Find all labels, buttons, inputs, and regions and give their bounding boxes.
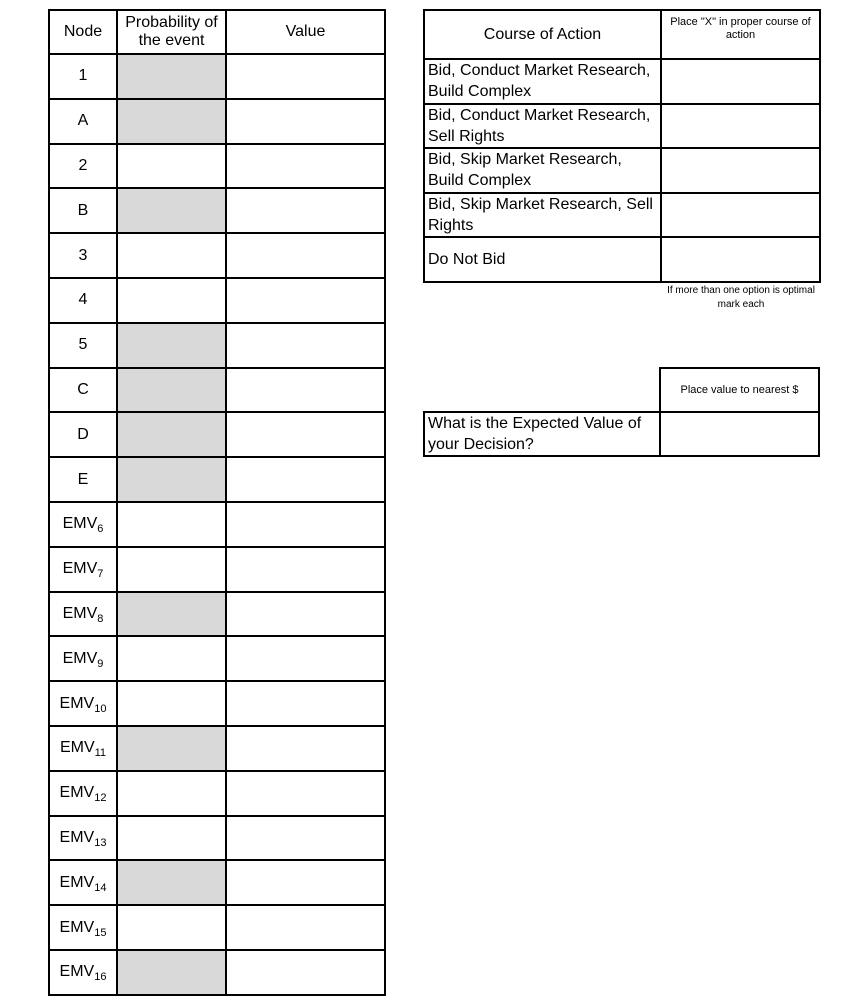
probability-cell-shaded [117, 412, 226, 457]
node-row [49, 950, 385, 995]
node-row [49, 54, 385, 99]
node-label-text: 2 [78, 156, 88, 174]
spacer-cell [424, 368, 660, 412]
value-cell[interactable] [226, 502, 385, 547]
probability-cell-shaded [117, 457, 226, 502]
node-row [49, 99, 385, 144]
node-label [49, 592, 117, 637]
course-option-label: Bid, Conduct Market Research, Sell Rights [424, 104, 661, 149]
probability-cell-shaded [117, 860, 226, 905]
node-label-subscript: 8 [97, 612, 104, 625]
node-label-subscript: 13 [94, 836, 107, 849]
node-label-text: EMV [59, 694, 95, 712]
probability-cell[interactable] [117, 905, 226, 950]
node-label-subscript: 15 [94, 926, 107, 939]
nearest-dollar-note: Place value to nearest $ [660, 368, 819, 412]
probability-cell-shaded [117, 54, 226, 99]
node-label [49, 144, 117, 189]
node-label [49, 726, 117, 771]
node-label-subscript: 9 [97, 657, 104, 670]
node-label-text: E [77, 470, 89, 488]
value-cell[interactable] [226, 323, 385, 368]
node-label-text: B [77, 201, 89, 219]
probability-cell[interactable] [117, 233, 226, 278]
value-cell[interactable] [226, 726, 385, 771]
node-label-subscript: 6 [97, 523, 104, 536]
course-option-label: Bid, Conduct Market Research, Build Complex [424, 59, 661, 104]
value-cell[interactable] [226, 547, 385, 592]
value-cell[interactable] [226, 905, 385, 950]
node-label [49, 323, 117, 368]
course-mark-cell[interactable] [661, 59, 820, 104]
node-label-text: 3 [78, 246, 88, 264]
course-mark-cell[interactable] [661, 193, 820, 238]
node-label [49, 457, 117, 502]
value-cell[interactable] [226, 860, 385, 905]
value-cell[interactable] [226, 771, 385, 816]
node-label [49, 368, 117, 413]
node-row [49, 771, 385, 816]
node-row [49, 636, 385, 681]
value-cell[interactable] [226, 54, 385, 99]
node-row [49, 681, 385, 726]
probability-cell-shaded [117, 368, 226, 413]
node-table [48, 9, 386, 996]
action-row [424, 193, 820, 238]
probability-cell[interactable] [117, 502, 226, 547]
course-option-label: Do Not Bid [424, 237, 661, 282]
value-cell[interactable] [226, 457, 385, 502]
node-row [49, 592, 385, 637]
node-label [49, 905, 117, 950]
action-row [424, 237, 820, 282]
node-label [49, 860, 117, 905]
node-label-text: EMV [62, 560, 98, 578]
node-label-text: EMV [59, 739, 95, 757]
node-label-text: EMV [62, 515, 98, 533]
node-label [49, 278, 117, 323]
node-row [49, 278, 385, 323]
node-label-text: 4 [78, 291, 88, 309]
node-label [49, 950, 117, 995]
node-label [49, 412, 117, 457]
probability-cell[interactable] [117, 771, 226, 816]
probability-cell-shaded [117, 323, 226, 368]
action-row [424, 148, 820, 193]
course-option-label: Bid, Skip Market Research, Build Complex [424, 148, 661, 193]
node-label-subscript: 7 [97, 568, 104, 581]
node-label-text: C [77, 380, 89, 398]
course-of-action-table [423, 9, 821, 283]
node-label-text: EMV [62, 649, 98, 667]
course-of-action-header: Course of Action [424, 10, 661, 59]
value-cell[interactable] [226, 592, 385, 637]
node-label-subscript: 16 [94, 971, 107, 984]
action-row [424, 104, 820, 149]
probability-cell-shaded [117, 99, 226, 144]
node-label-text: 1 [78, 67, 88, 85]
value-cell[interactable] [226, 144, 385, 189]
node-row [49, 188, 385, 233]
node-row [49, 368, 385, 413]
node-row [49, 412, 385, 457]
value-cell[interactable] [226, 188, 385, 233]
value-cell[interactable] [226, 636, 385, 681]
node-label [49, 636, 117, 681]
node-label-text: EMV [59, 784, 95, 802]
node-row [49, 816, 385, 861]
node-label [49, 502, 117, 547]
node-label-text: EMV [59, 918, 95, 936]
node-row [49, 905, 385, 950]
expected-value-table [423, 367, 820, 457]
value-cell[interactable] [226, 278, 385, 323]
expected-value-answer-cell[interactable] [660, 412, 819, 456]
node-row [49, 144, 385, 189]
value-cell[interactable] [226, 368, 385, 413]
course-mark-cell[interactable] [661, 104, 820, 149]
node-label [49, 547, 117, 592]
course-mark-cell[interactable] [661, 237, 820, 282]
expected-value-question: What is the Expected Value of your Decision? [424, 412, 660, 456]
probability-cell[interactable] [117, 278, 226, 323]
node-label [49, 771, 117, 816]
value-cell[interactable] [226, 816, 385, 861]
value-cell[interactable] [226, 412, 385, 457]
probability-cell[interactable] [117, 816, 226, 861]
course-mark-cell[interactable] [661, 148, 820, 193]
node-label-text: EMV [59, 873, 95, 891]
probability-cell[interactable] [117, 636, 226, 681]
action-row [424, 59, 820, 104]
node-label-text: A [77, 112, 89, 130]
value-header: Value [226, 10, 385, 54]
probability-cell[interactable] [117, 681, 226, 726]
node-label-text: EMV [62, 604, 98, 622]
value-cell[interactable] [226, 950, 385, 995]
probability-cell-shaded [117, 950, 226, 995]
node-label-subscript: 12 [94, 792, 107, 805]
node-label-text: EMV [59, 963, 95, 981]
node-label [49, 99, 117, 144]
node-row [49, 860, 385, 905]
multiple-options-note: If more than one option is optimal mark each [667, 285, 815, 310]
node-label-text: 5 [78, 336, 88, 354]
node-label [49, 188, 117, 233]
value-cell[interactable] [226, 233, 385, 278]
node-label-text: EMV [59, 828, 95, 846]
probability-cell[interactable] [117, 547, 226, 592]
node-header: Node [49, 10, 117, 54]
probability-cell[interactable] [117, 144, 226, 189]
node-label-text: D [77, 425, 89, 443]
node-label [49, 816, 117, 861]
node-row [49, 323, 385, 368]
value-cell[interactable] [226, 99, 385, 144]
probability-cell-shaded [117, 188, 226, 233]
mark-header: Place "X" in proper course of action [661, 10, 820, 59]
node-label-subscript: 11 [94, 747, 107, 760]
node-label-subscript: 14 [94, 881, 107, 894]
probability-cell-shaded [117, 592, 226, 637]
node-row [49, 547, 385, 592]
probability-cell-shaded [117, 726, 226, 771]
node-label [49, 681, 117, 726]
course-option-label: Bid, Skip Market Research, Sell Rights [424, 193, 661, 238]
node-row [49, 502, 385, 547]
node-label [49, 233, 117, 278]
probability-header: Probability of the event [117, 10, 226, 54]
node-label [49, 54, 117, 99]
node-row [49, 233, 385, 278]
value-cell[interactable] [226, 681, 385, 726]
node-label-subscript: 10 [94, 702, 107, 715]
node-row [49, 726, 385, 771]
node-row [49, 457, 385, 502]
